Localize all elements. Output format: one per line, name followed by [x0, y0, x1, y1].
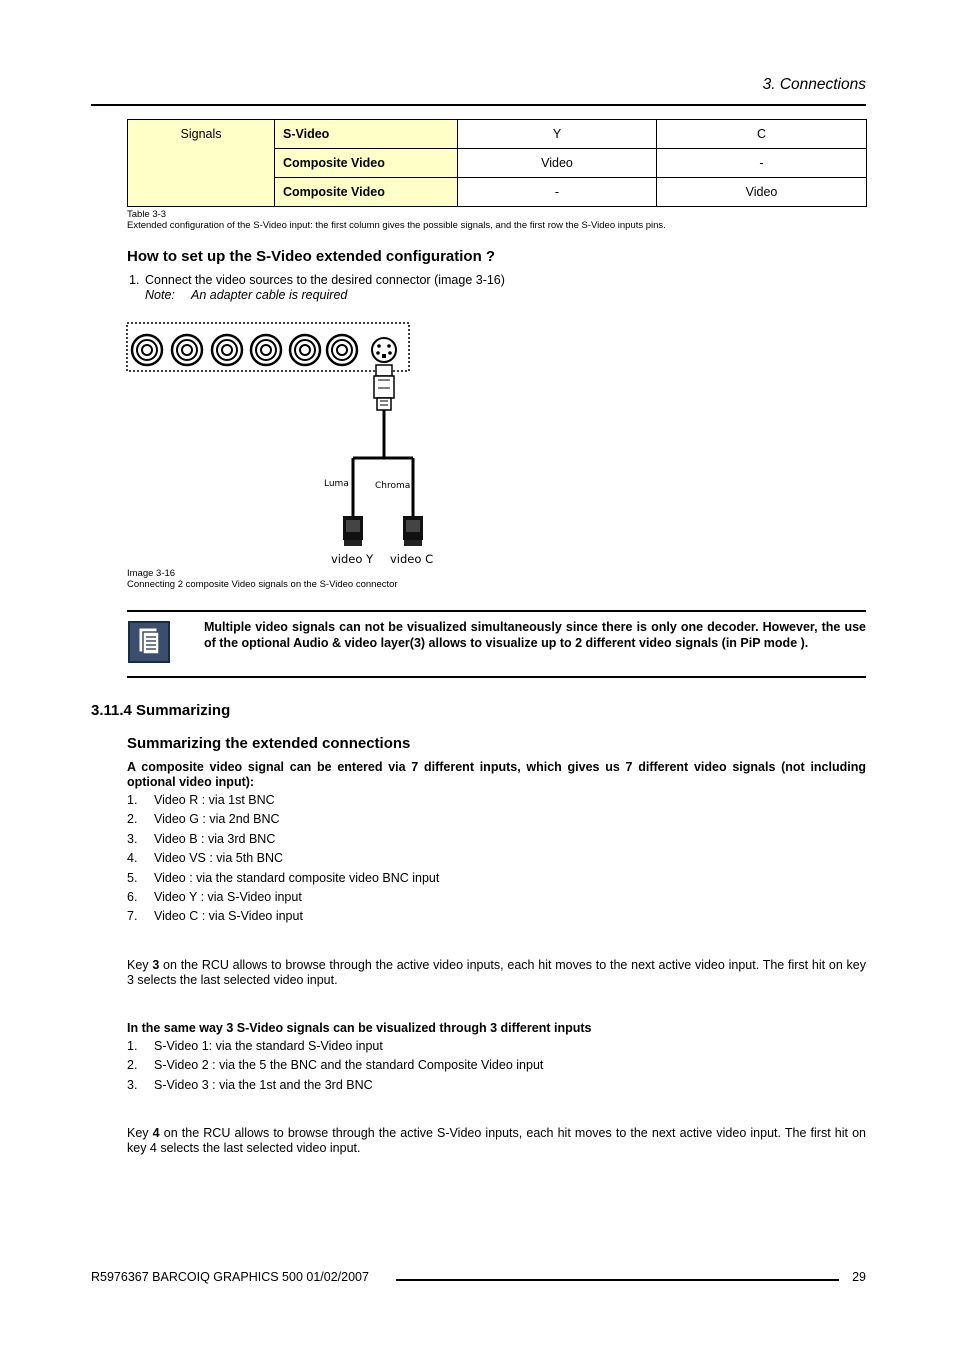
table-cell: - — [657, 149, 867, 178]
step-number: 1. — [129, 273, 140, 287]
bnc-connector-icon — [251, 335, 281, 365]
table-row — [128, 120, 867, 149]
note-label: Note: — [145, 288, 175, 302]
list-item: 2. S-Video 2 : via the 5 the BNC and the standard Composite Video input — [127, 1058, 544, 1073]
list-item: 3. Video B : via 3rd BNC — [127, 831, 276, 846]
footer-rule — [396, 1279, 839, 1281]
list-item: 4. Video VS : via 5th BNC — [127, 851, 284, 866]
note-box — [127, 610, 866, 678]
section-intro: A composite video signal can be entered via 7 different inputs, which gives us 7 different video signals (not including optional video input): — [127, 760, 866, 789]
bnc-connector-icon — [290, 335, 320, 365]
video-y-label: video Y — [331, 552, 374, 566]
list-item: 6. Video Y : via S-Video input — [127, 889, 302, 904]
table-cell: - — [458, 178, 657, 207]
svideo-connector-icon — [372, 338, 396, 362]
bnc-plug-icon — [403, 516, 423, 546]
list-item: 7. Video C : via S-Video input — [127, 909, 303, 924]
list-item: 2. Video G : via 2nd BNC — [127, 812, 280, 827]
table-cell: Video — [657, 178, 867, 207]
howto-heading: How to set up the S-Video extended configuration ? — [127, 248, 496, 265]
row-label: S-Video — [275, 120, 458, 149]
image-caption-number: Image 3-16 — [127, 568, 176, 579]
bnc-plug-icon — [343, 516, 363, 546]
signals-table — [127, 119, 867, 207]
list-item: 3. S-Video 3 : via the 1st and the 3rd BNC — [127, 1077, 373, 1092]
page-number: 29 — [852, 1270, 866, 1284]
row-label: Composite Video — [275, 149, 458, 178]
table-cell: Y — [458, 120, 657, 149]
svideo-intro: In the same way 3 S-Video signals can be visualized through 3 different inputs — [127, 1021, 592, 1035]
image-caption-text: Connecting 2 composite Video signals on the S-Video connector — [127, 579, 398, 590]
list-item: 1. Video R : via 1st BNC — [127, 793, 275, 807]
note-text: An adapter cable is required — [191, 288, 348, 302]
video-c-label: video C — [390, 552, 434, 566]
bnc-connector-icon — [172, 335, 202, 365]
row-label: Composite Video — [275, 178, 458, 207]
note-icon — [128, 621, 170, 663]
section-subheading: Summarizing the extended connections — [127, 735, 411, 752]
table-caption-text: Extended configuration of the S-Video input: the first column gives the possible signals, and the first row the S-Video inputs pins. — [127, 220, 666, 231]
list-item: 5. Video : via the standard composite video BNC input — [127, 870, 440, 885]
section-title: 3.11.4 Summarizing — [91, 702, 231, 719]
list-item: 1. S-Video 1: via the standard S-Video input — [127, 1039, 383, 1053]
signals-cell: Signals — [128, 120, 275, 207]
svideo-input-list — [127, 1037, 866, 1095]
table-cell: C — [657, 120, 867, 149]
header-rule — [91, 104, 866, 106]
key4-paragraph: Key 4 on the RCU allows to browse through the active S-Video inputs, each hit moves to the next active video input. The first hit on key 4 selects the last selected video input. — [127, 1126, 867, 1155]
svideo-plug-icon — [374, 365, 394, 410]
chapter-title: 3. Connections — [762, 76, 866, 93]
bnc-connector-icon — [132, 335, 162, 365]
table-caption-number: Table 3-3 — [127, 209, 167, 220]
luma-label: Luma — [324, 479, 349, 489]
note-box-text: Multiple video signals can not be visualized simultaneously since there is only one decoder. However, the use of the optional Audio & video layer(3) allows to visualize up to 2 different video signals (in PiP mode ). — [204, 620, 866, 650]
step-text: Connect the video sources to the desired connector (image 3-16) — [145, 273, 505, 287]
composite-input-list — [127, 791, 866, 927]
key3-paragraph: Key 3 on the RCU allows to browse through the active video inputs, each hit moves to the next active video input. The first hit on key 3 selects the last selected video input. — [127, 958, 867, 987]
footer-document-info: R5976367 BARCOIQ GRAPHICS 500 01/02/2007 — [91, 1270, 369, 1284]
table-cell: Video — [458, 149, 657, 178]
bnc-connector-icon — [327, 335, 357, 365]
bnc-connector-icon — [212, 335, 242, 365]
connection-diagram — [120, 318, 450, 570]
chroma-label: Chroma — [375, 481, 411, 491]
